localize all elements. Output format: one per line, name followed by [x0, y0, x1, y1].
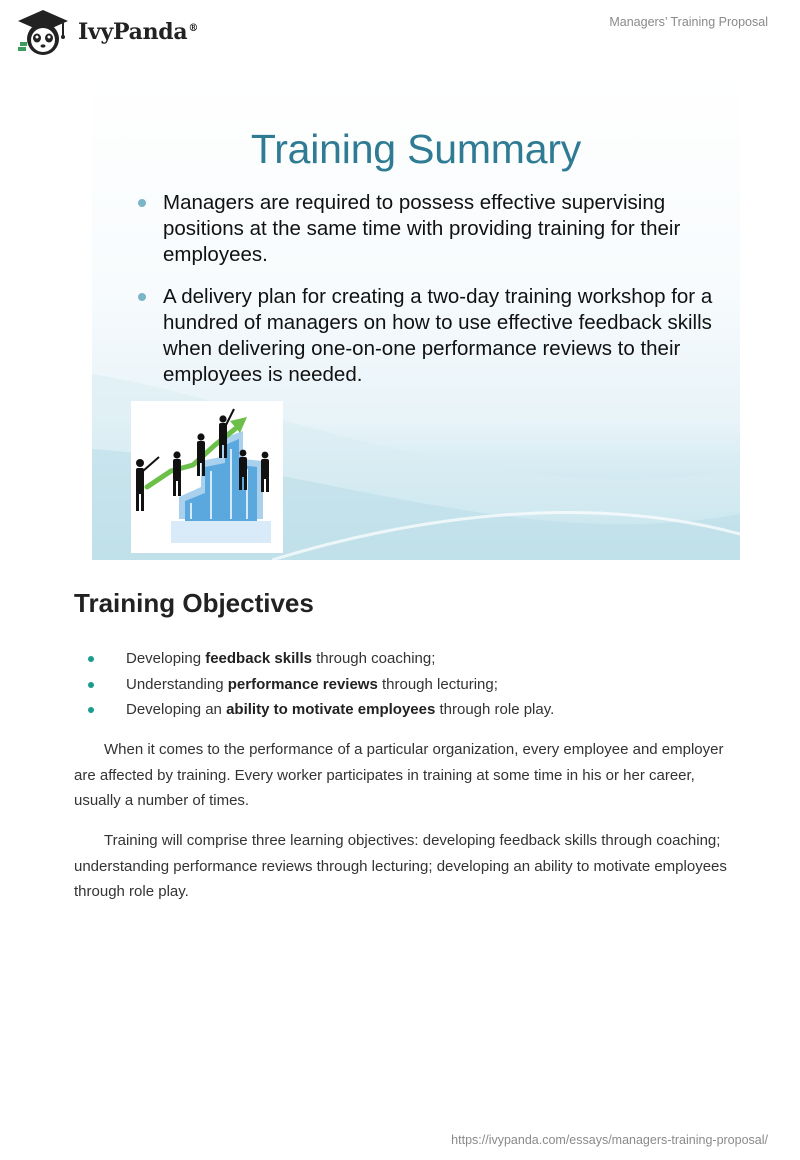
ivypanda-logo[interactable] — [14, 8, 198, 56]
objective-text: Understanding — [126, 675, 228, 693]
section-heading-training-objectives: Training Objectives — [74, 588, 314, 618]
bullet-dot-icon — [138, 293, 146, 301]
body-paragraph: When it comes to the performance of a particular organization, every employee and employer are affected by training. Every worker participates in training at some time in his or her career, usually a number of times. — [74, 741, 724, 809]
objective-text: Developing — [126, 650, 206, 667]
business-growth-image — [131, 401, 283, 553]
slide-bullet-text: Managers are required to possess effective supervising positions at the same time with providing training for their employees. — [163, 191, 681, 266]
training-summary-slide — [92, 74, 740, 560]
logo-text: IvyPanda® — [78, 19, 199, 45]
footer-source-link[interactable]: https://ivypanda.com/essays/managers-training-proposal/ — [451, 1133, 768, 1147]
page-header — [0, 0, 800, 60]
bullet-dot-icon — [88, 707, 94, 713]
objective-bold-text: performance reviews — [227, 675, 378, 693]
panda-graduate-icon — [14, 8, 72, 56]
objective-item — [88, 646, 554, 672]
slide-bullet — [136, 190, 716, 268]
slide-title: Training Summary — [250, 126, 582, 172]
slide-bullet — [136, 284, 716, 388]
slide-bullet-list — [136, 190, 716, 404]
objective-bold-text: ability to motivate employees — [226, 701, 436, 718]
slide-bullet-text: A delivery plan for creating a two-day training workshop for a hundred of managers on how to use effective feedback skills when delivering one-on-one performance reviews to their employees is needed. — [163, 285, 713, 386]
business-growth-chart-icon — [131, 401, 283, 553]
bullet-dot-icon — [88, 656, 94, 662]
objective-text: Developing an — [126, 701, 227, 718]
bullet-dot-icon — [88, 682, 94, 688]
objective-item — [88, 697, 554, 723]
registered-mark: ® — [188, 22, 199, 34]
objectives-list — [88, 646, 554, 723]
objective-bold-text: feedback skills — [205, 650, 312, 667]
body-paragraph: Training will comprise three learning objectives: developing feedback skills through coaching; understanding performance reviews through lecturing; developing an ability to motivate employees through role play. — [74, 832, 727, 900]
objective-text: through role play. — [435, 701, 555, 718]
bullet-dot-icon — [138, 199, 146, 207]
objective-item — [88, 672, 554, 698]
objective-text: through coaching; — [311, 650, 436, 667]
document-title: Managers’ Training Proposal — [609, 15, 768, 29]
objective-text: through lecturing; — [377, 675, 498, 693]
